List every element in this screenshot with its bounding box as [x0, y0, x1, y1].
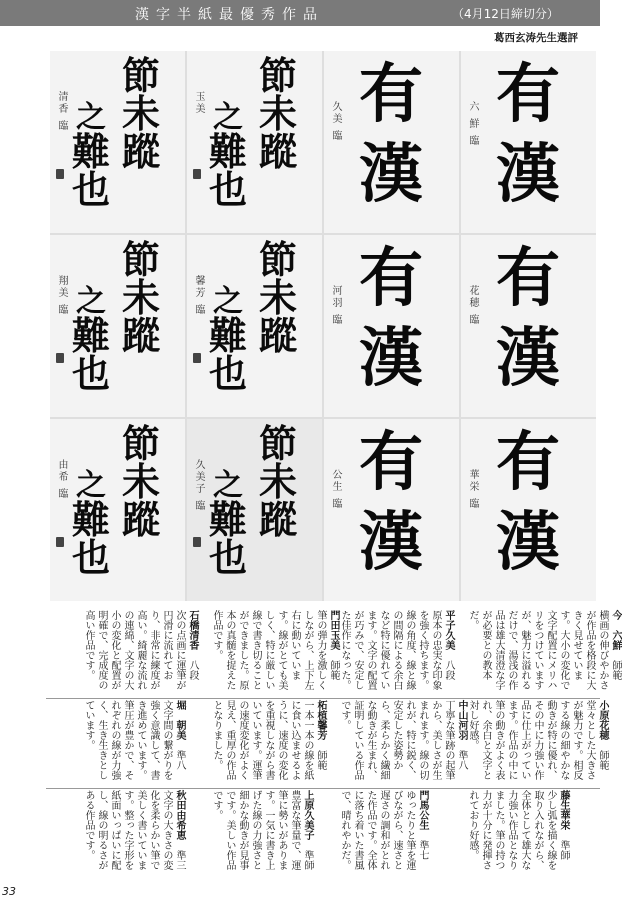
calligraphy-column-right: 節 未 蹤 — [122, 53, 161, 174]
calligraphy-work — [324, 51, 459, 233]
calligraphy-work — [50, 419, 185, 601]
comment-text: 横画の伸びやかさが作品を格段に大きく見せています。大小の変化で文字配置にメリハリをつけていますが、魅力に溢れるだけで、湯浅の作品は雄大清澄な字が必要との教本だ。 — [467, 610, 608, 690]
comment-author: 柘植馨芳 — [315, 700, 326, 750]
judge-comment — [466, 700, 608, 784]
calligraphy-column-right: 節 未 蹤 — [259, 237, 298, 358]
comment-rank: 準八 — [174, 750, 185, 780]
calligraphy-column-left: 之 難 也 — [209, 100, 248, 212]
seal-stamp — [193, 537, 201, 547]
judge-comment — [210, 610, 338, 694]
artist-signature: 久美 臨 — [330, 101, 341, 143]
comment-rank: 師範 — [610, 660, 621, 690]
calligraphy-character-bottom: 漢 — [496, 505, 560, 580]
calligraphy-work — [187, 235, 322, 417]
works-grid — [50, 51, 596, 601]
comment-author: 秋田由希恵 — [174, 790, 185, 850]
row-divider — [46, 788, 600, 789]
comment-text: 筆の弾力を激しくしながら、上下左右に動いています。線がとても美しく、特に厳しい線で書き切ることができました。原本の真髄を捉えた作品です。 — [211, 610, 326, 690]
comment-rank: 準八 — [456, 750, 467, 780]
artist-signature: 河羽 臨 — [330, 285, 341, 327]
calligraphy-character-top: 有 — [359, 57, 423, 132]
calligraphy-work — [324, 419, 459, 601]
calligraphy-character-bottom: 漢 — [496, 137, 560, 212]
calligraphy-work — [324, 235, 459, 417]
artist-signature: 玉美 — [193, 91, 204, 115]
calligraphy-work — [461, 51, 596, 233]
comment-text: 文字の大きさの変化を柔らかい筆で美しく書いています。整った字形を紙面いっぱいに配し、線の明るさがある作品です。 — [83, 790, 172, 870]
artist-signature: 花穂 臨 — [467, 285, 478, 327]
calligraphy-character-bottom: 漢 — [496, 321, 560, 396]
comment-text: 次の点画に運筆が円滑に流れており、非常に練度が高い。綺麗な流れの連綿、文字の大小の変化と配置が明確で、完成度の高い作品です。 — [83, 610, 185, 690]
comment-rank: 師範 — [315, 750, 326, 780]
judge-comment — [210, 700, 338, 784]
comment-author: 平子久美 — [443, 610, 454, 660]
deadline-note: （4月12日締切分） — [452, 7, 559, 21]
calligraphy-work — [50, 51, 185, 233]
calligraphy-character-top: 有 — [496, 425, 560, 500]
calligraphy-column-left: 之 難 也 — [72, 468, 111, 580]
comment-author: 堀 朝美 — [174, 700, 185, 750]
artist-signature: 六 鮮 臨 — [467, 101, 478, 148]
page-number: 33 — [2, 885, 16, 898]
comment-rank: 八段 — [187, 660, 198, 690]
comment-rank: 準三 — [174, 850, 185, 880]
comment-author: 上原久美子 — [302, 790, 313, 850]
comment-text: 原本の忠実な印象を強く持ちます。線の角度、線と線の間隔による余白など特に優れています。文字の配置が巧みで、安定した佳作になった。 — [339, 610, 441, 690]
section-title: 漢字半紙最優秀作品 — [135, 7, 324, 23]
artist-signature: 華栄 臨 — [467, 469, 478, 511]
calligraphy-character-bottom: 漢 — [359, 505, 423, 580]
calligraphy-column-left: 之 難 也 — [72, 284, 111, 396]
calligraphy-column-right: 節 未 蹤 — [259, 421, 298, 542]
seal-stamp — [56, 537, 64, 547]
comments-section — [0, 610, 621, 880]
comment-text: ゆったりと筆を運びながら、速さと遅さの調和がとれた作品です。全体に落ち着いた書風で、晴れやかだ。 — [339, 790, 415, 870]
judge-comment — [338, 610, 466, 694]
seal-stamp — [56, 169, 64, 179]
calligraphy-column-right: 節 未 蹤 — [259, 53, 298, 174]
judge-comment — [82, 790, 210, 880]
calligraphy-work — [50, 235, 185, 417]
artist-signature: 由希 臨 — [56, 459, 67, 501]
calligraphy-work — [461, 235, 596, 417]
comment-text: 少し弧を描く線を取り入れながら、全体として雄大な力強い作品となりました。筆の持つ力が十分に発揮されており好感。 — [467, 790, 556, 870]
artist-signature: 翔美 臨 — [56, 275, 67, 317]
calligraphy-column-right: 節 未 蹤 — [122, 421, 161, 542]
calligraphy-character-top: 有 — [359, 241, 423, 316]
judge-comment — [82, 610, 210, 694]
judge-comment — [210, 790, 338, 880]
comment-author: 中山河羽 — [456, 700, 467, 750]
comment-text: 一本一本の線を紙に食い込ませるように、速度の変化を重視しながら書いています。運筆の速度変化がよく見え、重厚の作品となりました。 — [211, 700, 313, 780]
comment-author: 門田玉美 — [328, 610, 339, 660]
comment-text: 丁寧な筆跡の起筆から、美しさが生まれます。線の切れが、特に鋭く、安定した姿勢から、柔らかく繊細な動きが生まれ、証明している作品です。 — [339, 700, 454, 780]
calligraphy-column-left: 之 難 也 — [209, 468, 248, 580]
page-header — [0, 0, 600, 26]
artist-signature: 公生 臨 — [330, 469, 341, 511]
comment-text: 文字間の繋がりを強く意識して、書き進めています。筆圧が豊かで、それぞれの線が力強く、生き生きとしています。 — [83, 700, 172, 780]
comment-rank: 準七 — [417, 840, 428, 870]
comment-rank: 八段 — [443, 660, 454, 690]
comment-rank: 準師 — [558, 840, 569, 870]
calligraphy-work — [187, 51, 322, 233]
calligraphy-character-top: 有 — [496, 57, 560, 132]
calligraphy-work — [187, 419, 322, 601]
calligraphy-column-left: 之 難 也 — [72, 100, 111, 212]
comment-author: 門馬公生 — [417, 790, 428, 840]
calligraphy-column-left: 之 難 也 — [209, 284, 248, 396]
judge-comment — [338, 700, 466, 784]
comment-rank: 師範 — [597, 750, 608, 780]
seal-stamp — [56, 353, 64, 363]
comment-author: 小原花穂 — [597, 700, 608, 750]
judge-comment — [82, 700, 210, 784]
judge-comment — [466, 790, 594, 874]
comment-rank: 師範 — [328, 660, 339, 690]
comment-text: 堂々とした大きさが魅力です。相反する線の細やかな動きが特に優れ、その中に力強い作品に仕上がっています。作品の中に筆の動きがよく表れ、余白と文字と対し好感。 — [467, 700, 595, 780]
judge-credit: 葛西玄涛先生選評 — [494, 32, 578, 44]
comment-author: 石橋清香 — [187, 610, 198, 660]
judge-comment — [338, 790, 466, 874]
artist-signature: 久美子 臨 — [193, 459, 204, 513]
comment-text: 豊富な筆量で、運筆に勢いがあります。一気に書き上げた線の力強さと細かな動きが見事です。美しい作品です。 — [211, 790, 300, 870]
comment-author: 今 六鮮 — [610, 610, 621, 660]
comment-rank: 準師 — [302, 850, 313, 880]
comment-author: 藤生華栄 — [558, 790, 569, 840]
calligraphy-character-top: 有 — [359, 425, 423, 500]
artist-signature: 清香 臨 — [56, 91, 67, 133]
calligraphy-character-top: 有 — [496, 241, 560, 316]
calligraphy-column-right: 節 未 蹤 — [122, 237, 161, 358]
seal-stamp — [193, 353, 201, 363]
judge-comment — [466, 610, 621, 694]
calligraphy-character-bottom: 漢 — [359, 137, 423, 212]
calligraphy-work — [461, 419, 596, 601]
calligraphy-character-bottom: 漢 — [359, 321, 423, 396]
row-divider — [46, 698, 600, 699]
artist-signature: 馨芳 臨 — [193, 275, 204, 317]
seal-stamp — [193, 169, 201, 179]
